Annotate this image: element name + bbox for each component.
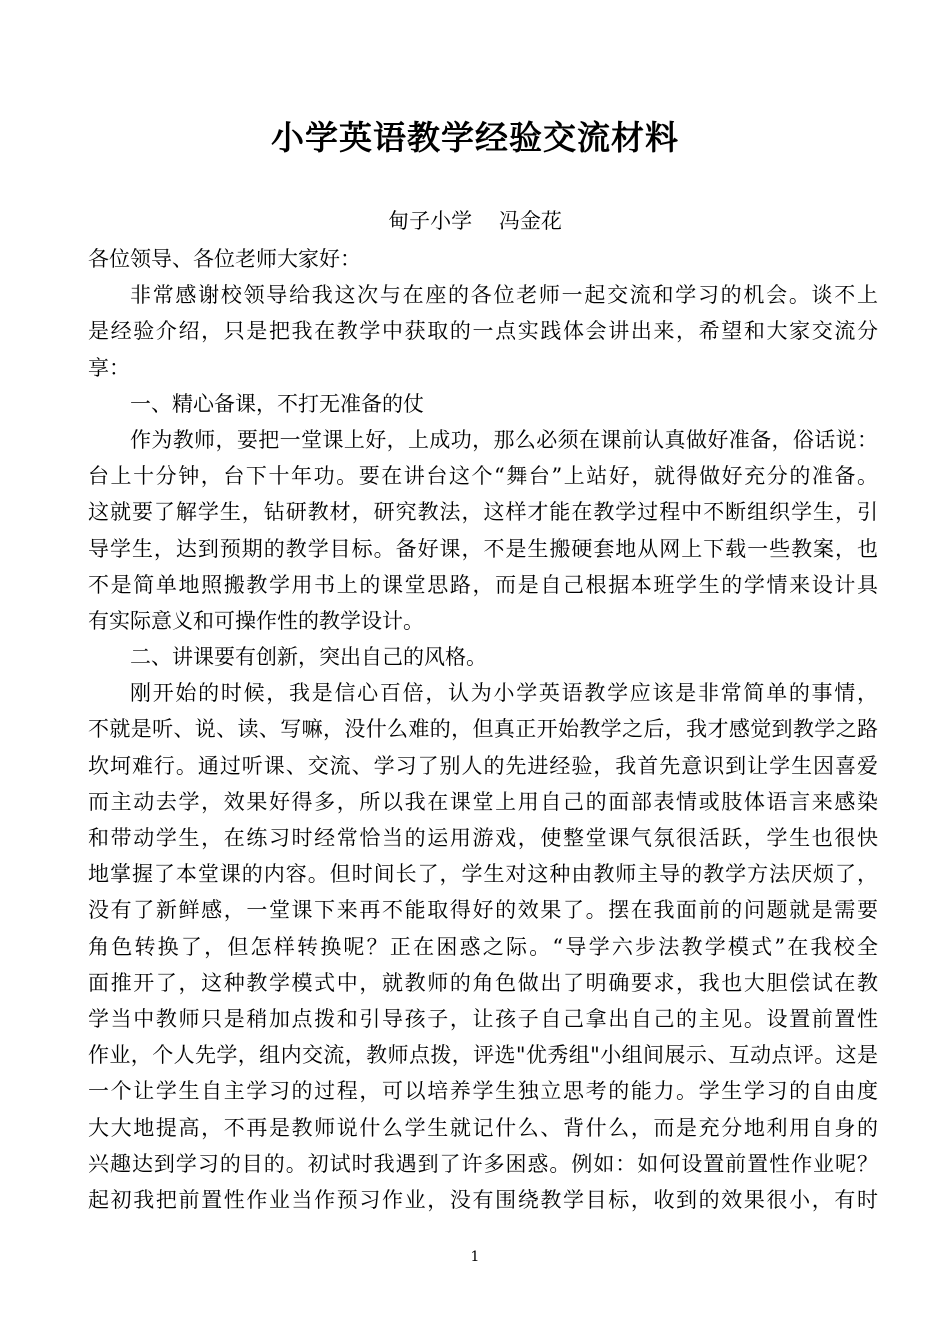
paragraph-line: 地掌握了本堂课的内容。但时间长了，学生对这种由教师主导的教学方法厌烦了，: [88, 862, 878, 887]
paragraph-line: 坎坷难行。通过听课、交流、学习了别人的先进经验，我首先意识到让学生因喜爱: [88, 753, 878, 778]
paragraph-line: 享：: [88, 355, 130, 380]
paragraph-line: 台上十分钟，台下十年功。要在讲台这个“舞台”上站好，就得做好充分的准备。: [88, 464, 878, 489]
paragraph-line: 一个让学生自主学习的过程，可以培养学生独立思考的能力。学生学习的自由度: [88, 1079, 878, 1104]
paragraph-line: 这就要了解学生，钻研教材，研究教法，这样才能在教学过程中不断组织学生，引: [88, 500, 878, 525]
paragraph-line: 不就是听、说、读、写嘛，没什么难的，但真正开始教学之后，我才感觉到教学之路: [88, 717, 878, 742]
paragraph-line: 不是简单地照搬教学用书上的课堂思路，而是自己根据本班学生的学情来设计具: [88, 572, 878, 597]
paragraph-line: 面推开了，这种教学模式中，就教师的角色做出了明确要求，我也大胆偿试在教: [88, 970, 878, 995]
section-heading-1: 一、精心备课，不打无准备的仗: [130, 391, 424, 416]
paragraph-line: 刚开始的时候，我是信心百倍，认为小学英语教学应该是非常简单的事情，: [130, 681, 878, 706]
paragraph-line: 和带动学生，在练习时经常恰当的运用游戏，使整堂课气氛很活跃，学生也很快: [88, 826, 878, 850]
greeting-line: 各位领导、各位老师大家好：: [88, 247, 361, 271]
paragraph-line: 导学生，达到预期的教学目标。备好课，不是生搬硬套地从网上下载一些教案，也: [88, 536, 878, 561]
document-body: [88, 241, 878, 1218]
paragraph-line: 大大地提高，不再是教师说什么学生就记什么、背什么，而是充分地利用自身的: [88, 1115, 878, 1140]
paragraph-line: 有实际意义和可操作性的教学设计。: [88, 608, 424, 633]
paragraph-line: 起初我把前置性作业当作预习作业，没有围绕教学目标，收到的效果很小，有时: [88, 1187, 878, 1212]
author-line: 甸子小学 冯金花: [388, 209, 562, 233]
paragraph-line: 作为教师，要把一堂课上好，上成功，那么必须在课前认真做好准备，俗话说：: [130, 427, 878, 452]
paragraph-line: 作业，个人先学，组内交流，教师点拨，评选"优秀组"小组间展示、互动点评。这是: [88, 1043, 878, 1068]
paragraph-line: 兴趣达到学习的目的。初试时我遇到了许多困惑。例如：如何设置前置性作业呢？: [88, 1151, 878, 1176]
paragraph-line: 是经验介绍，只是把我在教学中获取的一点实践体会讲出来，希望和大家交流分: [88, 319, 878, 344]
section-heading-2: 二、讲课要有创新，突出自己的风格。: [130, 645, 487, 670]
document-title: 小学英语教学经验交流材料: [271, 118, 679, 157]
paragraph-line: 学当中教师只是稍加点拨和引导孩子，让孩子自己拿出自己的主见。设置前置性: [88, 1006, 878, 1031]
paragraph-line: 没有了新鲜感，一堂课下来再不能取得好的效果了。摆在我面前的问题就是需要: [88, 898, 878, 923]
paragraph-line: 非常感谢校领导给我这次与在座的各位老师一起交流和学习的机会。谈不上: [130, 283, 878, 308]
page-number: 1: [470, 1249, 480, 1265]
paragraph-line: 角色转换了，但怎样转换呢？正在困惑之际。“导学六步法教学模式”在我校全: [88, 934, 878, 959]
paragraph-line: 而主动去学，效果好得多，所以我在课堂上用自己的面部表情或肢体语言来感染: [88, 789, 878, 814]
